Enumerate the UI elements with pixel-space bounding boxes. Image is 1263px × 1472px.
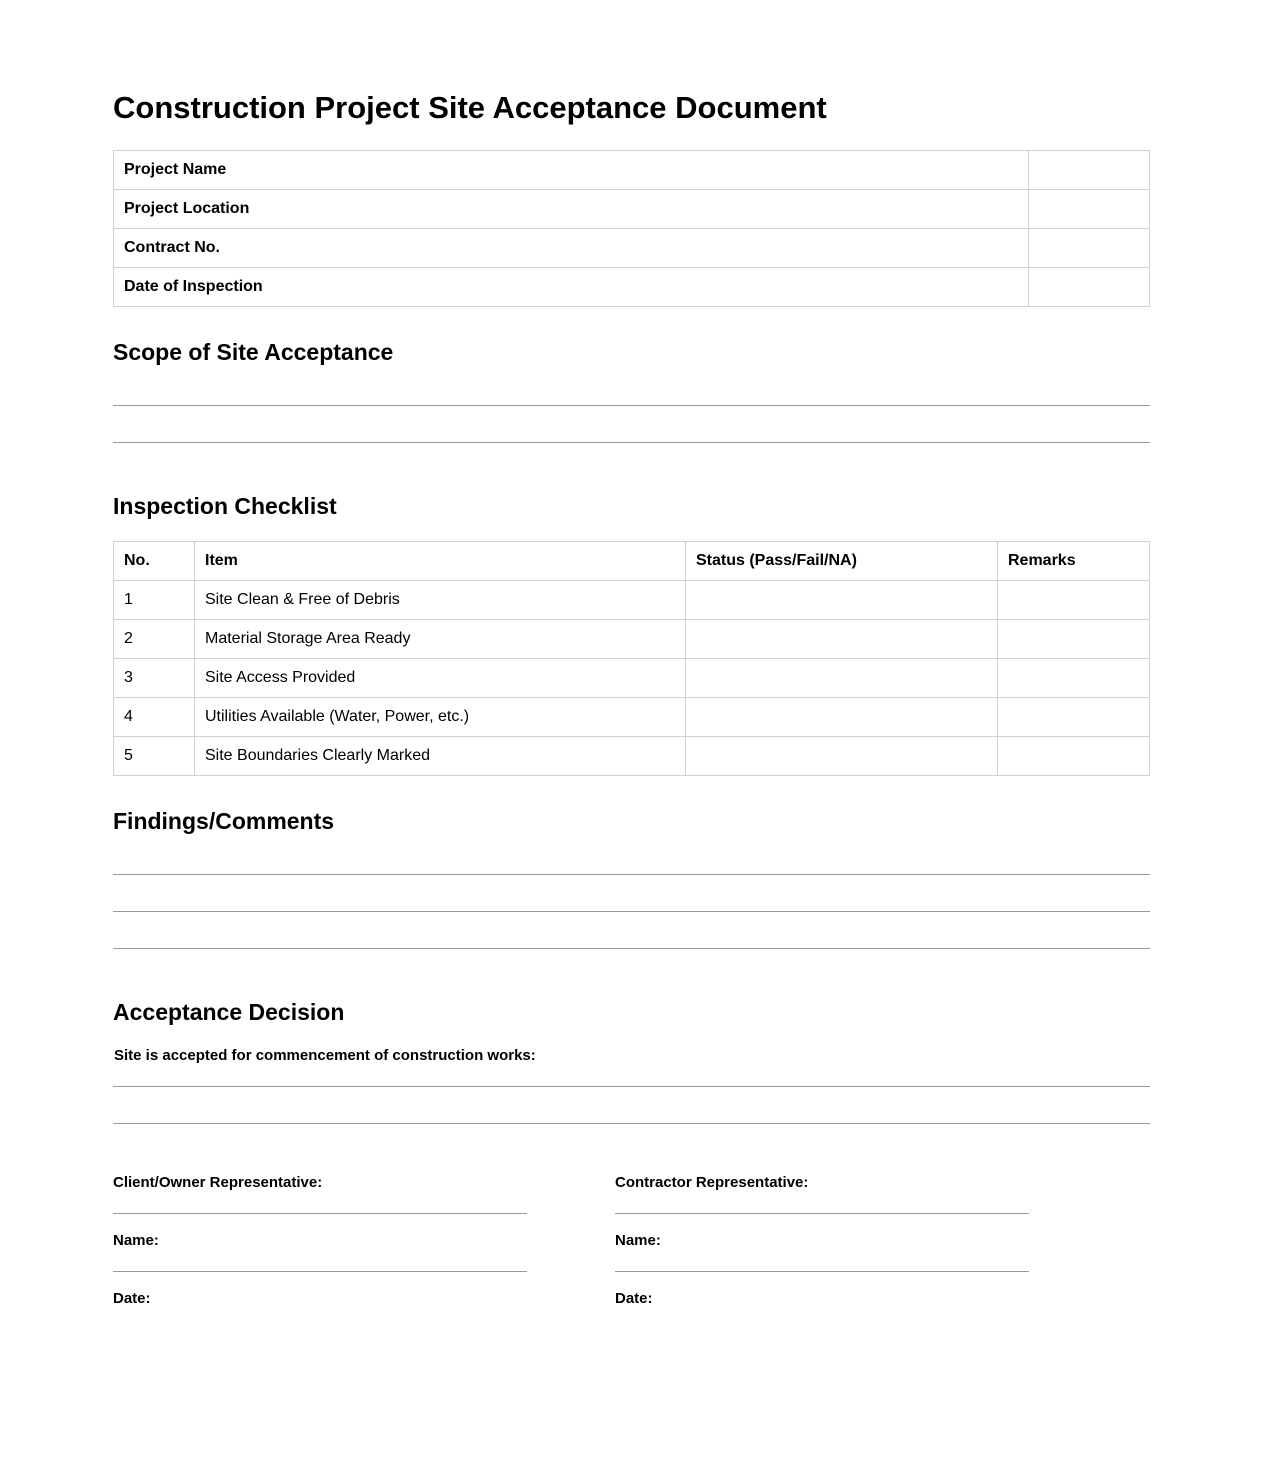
row-remarks[interactable] — [998, 659, 1150, 698]
client-date-label: Date: — [113, 1290, 151, 1304]
contract-no-label: Contract No. — [114, 229, 1029, 268]
decision-line-2[interactable] — [113, 1123, 1150, 1124]
checklist-heading: Inspection Checklist — [113, 493, 337, 519]
contractor-signature-line[interactable] — [615, 1213, 1029, 1214]
table-row — [114, 268, 1150, 307]
project-name-label: Project Name — [114, 151, 1029, 190]
row-status[interactable] — [686, 581, 998, 620]
decision-heading: Acceptance Decision — [113, 999, 345, 1025]
table-row — [114, 229, 1150, 268]
contractor-date-label: Date: — [615, 1290, 653, 1304]
project-info-table — [113, 150, 1150, 307]
contractor-name-line[interactable] — [615, 1271, 1029, 1272]
findings-heading: Findings/Comments — [113, 808, 335, 834]
row-no: 1 — [114, 581, 195, 620]
clipped-date-row — [113, 1290, 1150, 1304]
table-row — [114, 151, 1150, 190]
row-remarks[interactable] — [998, 698, 1150, 737]
checklist-table — [113, 541, 1150, 776]
table-row — [114, 620, 1150, 659]
col-no: No. — [114, 542, 195, 581]
findings-line-1[interactable] — [113, 874, 1150, 875]
col-item: Item — [195, 542, 686, 581]
row-no: 5 — [114, 737, 195, 776]
row-no: 4 — [114, 698, 195, 737]
row-status[interactable] — [686, 620, 998, 659]
row-status[interactable] — [686, 659, 998, 698]
row-remarks[interactable] — [998, 581, 1150, 620]
scope-line-2[interactable] — [113, 442, 1150, 443]
col-remarks: Remarks — [998, 542, 1150, 581]
project-location-value[interactable] — [1029, 190, 1150, 229]
col-status: Status (Pass/Fail/NA) — [686, 542, 998, 581]
client-name-line[interactable] — [113, 1271, 527, 1272]
decision-statement: Site is accepted for commencement of construction works: — [114, 1047, 536, 1064]
scope-line-1[interactable] — [113, 405, 1150, 406]
row-item: Site Clean & Free of Debris — [195, 581, 686, 620]
table-row — [114, 581, 1150, 620]
project-name-value[interactable] — [1029, 151, 1150, 190]
row-remarks[interactable] — [998, 737, 1150, 776]
row-item: Site Access Provided — [195, 659, 686, 698]
table-row — [114, 698, 1150, 737]
findings-line-3[interactable] — [113, 948, 1150, 949]
contractor-rep-label: Contractor Representative: — [615, 1174, 809, 1191]
row-status[interactable] — [686, 737, 998, 776]
client-rep-label: Client/Owner Representative: — [113, 1174, 323, 1191]
table-header-row — [114, 542, 1150, 581]
table-row — [114, 190, 1150, 229]
row-item: Utilities Available (Water, Power, etc.) — [195, 698, 686, 737]
project-location-label: Project Location — [114, 190, 1029, 229]
decision-line-1[interactable] — [113, 1086, 1150, 1087]
contractor-name-label: Name: — [615, 1232, 661, 1249]
row-no: 3 — [114, 659, 195, 698]
table-row — [114, 659, 1150, 698]
inspection-date-value[interactable] — [1029, 268, 1150, 307]
table-row — [114, 737, 1150, 776]
row-remarks[interactable] — [998, 620, 1150, 659]
scope-heading: Scope of Site Acceptance — [113, 339, 394, 365]
client-signature-line[interactable] — [113, 1213, 527, 1214]
contract-no-value[interactable] — [1029, 229, 1150, 268]
row-status[interactable] — [686, 698, 998, 737]
row-item: Site Boundaries Clearly Marked — [195, 737, 686, 776]
client-name-label: Name: — [113, 1232, 159, 1249]
inspection-date-label: Date of Inspection — [114, 268, 1029, 307]
findings-line-2[interactable] — [113, 911, 1150, 912]
document-title: Construction Project Site Acceptance Document — [113, 90, 827, 125]
row-item: Material Storage Area Ready — [195, 620, 686, 659]
row-no: 2 — [114, 620, 195, 659]
